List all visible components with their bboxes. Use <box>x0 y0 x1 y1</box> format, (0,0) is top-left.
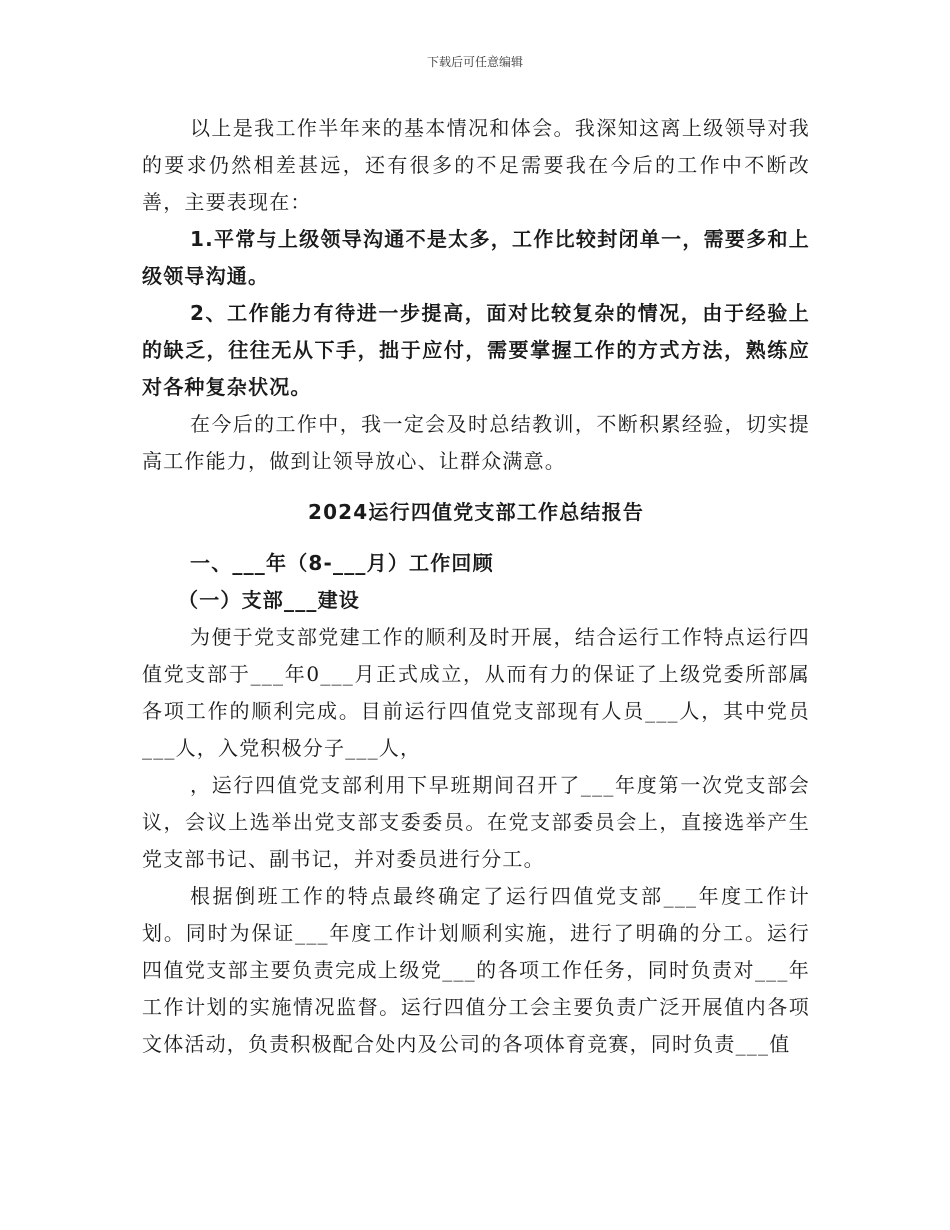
section-heading: 一、___年（8-___月）工作回顾 <box>190 551 494 575</box>
report-title: 2024运行四值党支部工作总结报告 <box>307 500 645 524</box>
paragraph-branch-meeting: ，运行四值党支部利用下早班期间召开了___年度第一次党支部会议，会议上选举出党支部支委委员。在党支部委员会上，直接选举产生党支部书记、副书记，并对委员进行分工。 <box>142 773 810 871</box>
paragraph-point-2: 2、工作能力有待进一步提高，面对比较复杂的情况，由于经验上的缺乏，往往无从下手，拙于应付，需要掌握工作的方式方法，熟练应对各种复杂状况。 <box>142 301 810 399</box>
paragraph-summary: 以上是我工作半年来的基本情况和体会。我深知这离上级领导对我的要求仍然相差甚远，还有很多的不足需要我在今后的工作中不断改善，主要表现在： <box>142 116 810 214</box>
paragraph-point-1: 1.平常与上级领导沟通不是太多，工作比较封闭单一，需要多和上级领导沟通。 <box>142 227 810 288</box>
paragraph-conclusion: 在今后的工作中，我一定会及时总结教训，不断积累经验，切实提高工作能力，做到让领导放心、让群众满意。 <box>142 412 810 473</box>
paragraph-branch-founding: 为便于党支部党建工作的顺利及时开展，结合运行工作特点运行四值党支部于___年0___月正式成立，从而有力的保证了上级党委所部属各项工作的顺利完成。目前运行四值党支部现有人员___人，其中党员___人，入党积极分子___人， <box>142 625 810 760</box>
document-body <box>142 110 810 1063</box>
paragraph-work-plan: 根据倒班工作的特点最终确定了运行四值党支部___年度工作计划。同时为保证___年度工作计划顺利实施，进行了明确的分工。运行四值党支部主要负责完成上级党___的各项工作任务，同时负责对___年工作计划的实施情况监督。运行四值分工会主要负责广泛开展值内各项文体活动，负责积极配合处内及公司的各项体育竞赛，同时负责___值 <box>142 884 810 1056</box>
page-header-note: 下载后可任意编辑 <box>426 55 523 69</box>
subsection-heading: （一）支部___建设 <box>178 588 360 612</box>
